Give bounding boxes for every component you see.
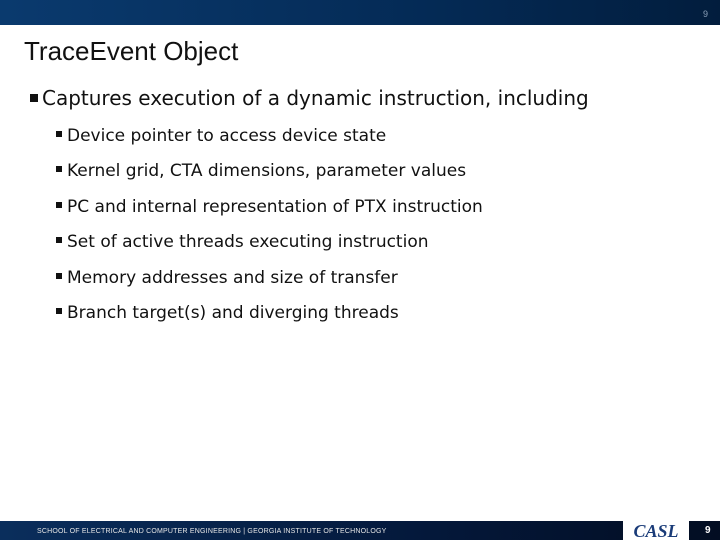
- sub-bullet: [56, 232, 429, 252]
- bullet-square-icon: [56, 308, 62, 314]
- sub-bullet-text: PC and internal representation of PTX instruction: [67, 197, 483, 217]
- header-page-number: 9: [702, 9, 708, 19]
- sub-bullet: [56, 303, 399, 323]
- sub-bullet-text: Kernel grid, CTA dimensions, parameter values: [67, 161, 467, 181]
- sub-bullet: [56, 126, 386, 146]
- bullet-square-icon: [56, 131, 62, 137]
- slide-title: TraceEvent Object: [24, 36, 239, 66]
- header-bar: [0, 0, 720, 25]
- sub-bullet-text: Device pointer to access device state: [67, 126, 387, 146]
- sub-bullet-text: Memory addresses and size of transfer: [67, 268, 398, 288]
- bullet-square-icon: [56, 273, 62, 279]
- main-bullet: [30, 86, 589, 110]
- footer-page-number: 9: [705, 525, 711, 536]
- bullet-square-icon: [56, 202, 62, 208]
- sub-bullet: [56, 268, 398, 288]
- bullet-square-icon: [30, 94, 38, 102]
- footer-text: SCHOOL OF ELECTRICAL AND COMPUTER ENGINEERING | GEORGIA INSTITUTE OF TECHNOLOGY: [37, 528, 387, 535]
- sub-bullet-text: Set of active threads executing instruction: [67, 232, 429, 252]
- sub-bullet: [56, 161, 466, 181]
- sub-bullet: [56, 197, 483, 217]
- main-bullet-text: Captures execution of a dynamic instruction, including: [42, 86, 589, 110]
- casl-logo: CASL: [623, 521, 689, 540]
- bullet-square-icon: [56, 237, 62, 243]
- sub-bullet-text: Branch target(s) and diverging threads: [67, 303, 399, 323]
- bullet-square-icon: [56, 166, 62, 172]
- footer-bar: [0, 521, 720, 540]
